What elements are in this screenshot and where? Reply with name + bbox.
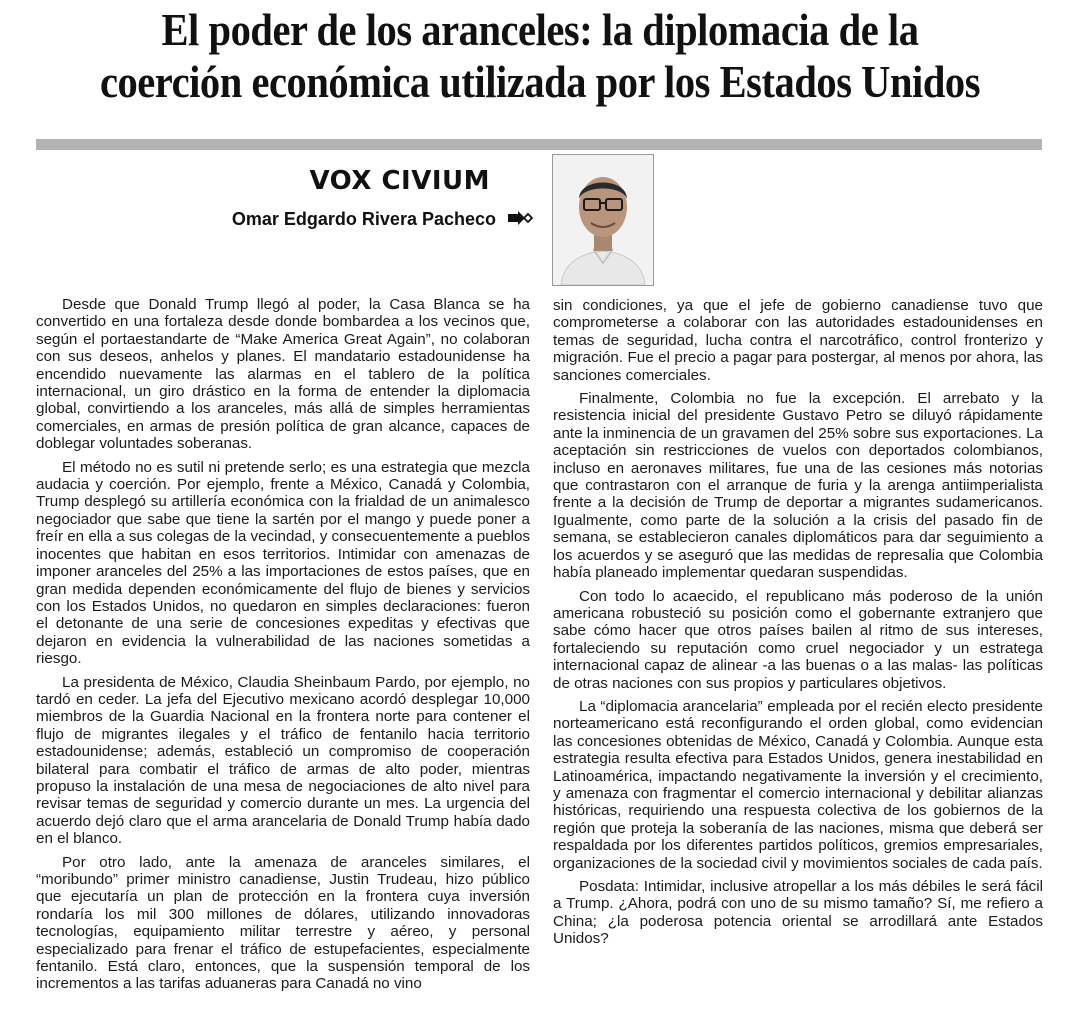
paragraph: La “diplomacia arancelaria” empleada por el recién electo presidente norteamericano está reconfigurando el orden global, como evidencian las concesiones obtenidas de México, Canadá y Colombia. Aunque esta estrategia resulta efectiva para Estados Unidos, genera inestabilidad en Latinoamérica, impactando negativamente la inversión y el crecimiento, y amenaza con fragmentar el comercio internacional y debilitar alianzas históricas, requiriendo una respuesta colectiva de los gobiernos de la región que proteja la soberanía de las naciones, misma que deberá ser respaldada por los diferentes partidos políticos, gremios empresariales, organizaciones de la sociedad civil y movimientos sociales de cada país. bbox=[553, 697, 1043, 872]
paragraph: La presidenta de México, Claudia Sheinbaum Pardo, por ejemplo, no tardó en ceder. La jefa del Ejecutivo mexicano acordó desplegar 10,000 miembros de la Guardia Nacional en la frontera norte para contener el flujo de migrantes ilegales y el tráfico de fentanilo hacia territorio estadounidense; además, estableció un compromiso de cooperación bilateral para combatir el tráfico de armas de alto poder, mientras propuso la instalación de una mesa de negociaciones de alto nivel para revisar temas de seguridad y comercio durante un mes. La urgencia del acuerdo dejó claro que el arma arancelaria de Donald Trump había dado en el blanco. bbox=[36, 673, 530, 848]
paragraph: Finalmente, Colombia no fue la excepción. El arrebato y la resistencia inicial del presidente Gustavo Petro se diluyó rápidamente ante la inminencia de un gravamen del 25% sobre sus exportaciones. La aceptación sin restricciones de vuelos con deportados colombianos, incluso en aeronaves militares, fue una de las cesiones más notorias que contrastaron con el arranque de furia y la arenga antiimperialista frente a la decisión de Trump de deportar a migrantes sudamericanos. Igualmente, como parte de la solución a la crisis del pasado fin de semana, se establecieron canales diplomáticos para dar seguimiento a los acuerdos y se aseguró que las medidas de represalia que Colombia había planeado implementar quedaran suspendidas. bbox=[553, 390, 1043, 582]
pen-arrow-icon bbox=[507, 210, 533, 226]
header-divider bbox=[36, 139, 1042, 150]
headline-line-1: El poder de los aranceles: la diplomacia de la bbox=[161, 5, 919, 55]
author-byline: Omar Edgardo Rivera Pacheco bbox=[231, 209, 496, 229]
paragraph: sin condiciones, ya que el jefe de gobierno canadiense tuvo que comprometerse a colaborar con las autoridades estadounidenses en temas de seguridad, lucha contra el narcotráfico, control fronterizo y migración. Fue el precio a pagar para postergar, al menos por ahora, las sanciones comerciales. bbox=[553, 297, 1043, 384]
paragraph: El método no es sutil ni pretende serlo; es una estrategia que mezcla audacia y coerción. Por ejemplo, frente a México, Canadá y Colombia, Trump desplegó su artillería económica con la frialdad de un animalesco negociador que sabe que tiene la sartén por el mango y puede poner a freír en ella a sus colegas de la vecindad, y consecuentemente a pueblos inocentes que habitan en esos territorios. Intimidar con amenazas de imponer aranceles del 25% a las importaciones de estos países, que en gran medida dependen económicamente del flujo de bienes y servicios con los Estados Unidos, no quedaron en simples declaraciones: fueron el detonante de una serie de concesiones expeditas y efectivas que dejaron en evidencia la vulnerabilidad de las naciones sometidas a riesgo. bbox=[36, 458, 530, 668]
author-photo bbox=[552, 154, 654, 286]
paragraph: Desde que Donald Trump llegó al poder, la Casa Blanca se ha convertido en una fortaleza desde donde bombardea a los vecinos que, según el portaestandarte de “Make America Great Again”, no colaboran con sus deseos, anhelos y planes. El mandatario estadounidense ha encendido nuevamente las alarmas en el tablero de la política internacional, un giro drástico en la forma de entender la diplomacia global, convirtiendo a los aranceles, más allá de simples herramientas comerciales, en armas de presión política de gran alcance, capaces de doblegar voluntades soberanas. bbox=[36, 296, 530, 453]
article-column-right bbox=[553, 297, 1043, 954]
article-column-left bbox=[36, 296, 530, 999]
paragraph: Por otro lado, ante la amenaza de aranceles similares, el “moribundo” primer ministro canadiense, Justin Trudeau, hizo público que ejecutaría un plan de protección en la frontera cuya inversión rondaría los mil 300 millones de dólares, utilizando innovadoras tecnologías, equipamiento militar terrestre y aéreo, y personal especializado para frenar el tráfico de estupefacientes, especialmente fentanilo. Está claro, entonces, que la suspensión temporal de los incrementos a las tarifas aduaneras para Canadá no vino bbox=[36, 853, 530, 993]
section-title: VOX CIVIUM bbox=[309, 166, 490, 196]
headline-line-2: coerción económica utilizada por los Estados Unidos bbox=[99, 57, 981, 107]
paragraph: Con todo lo acaecido, el republicano más poderoso de la unión americana robusteció su posición como el gobernante extranjero que sabe cómo hacer que otros países bailen al ritmo de sus intereses, fortaleciendo su reputación como cruel negociador y un estratega internacional capaz de alinear -a las buenas o a las malas- las políticas de otras naciones con sus propios y particulares objetivos. bbox=[553, 587, 1043, 692]
headline bbox=[72, 4, 1008, 108]
paragraph: Posdata: Intimidar, inclusive atropellar a los más débiles le será fácil a Trump. ¿Ahora, podrá con uno de su mismo tamaño? Sí, me refiero a China; ¿la poderosa potencia oriental se arrodillará ante Estados Unidos? bbox=[553, 878, 1043, 948]
